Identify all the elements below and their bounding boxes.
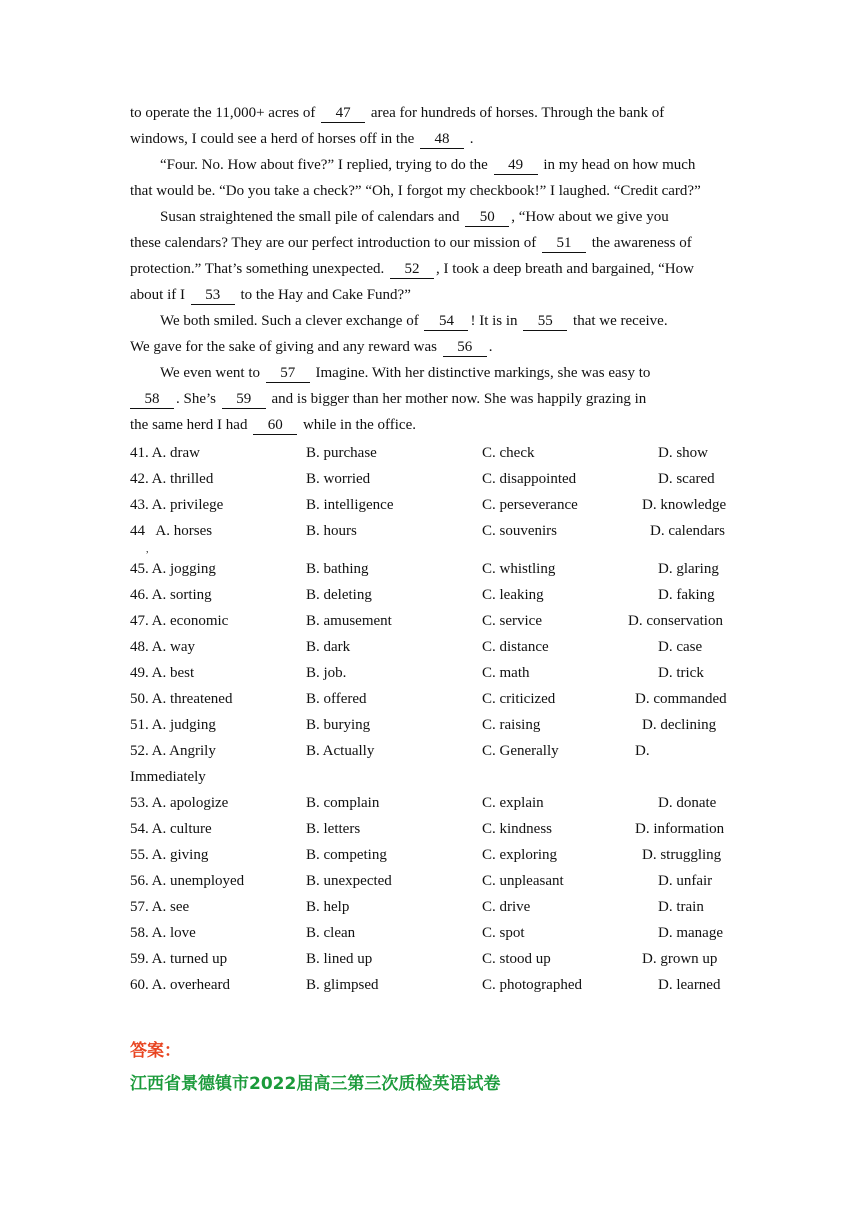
passage-line bbox=[130, 230, 692, 256]
option-d: D. conservation bbox=[628, 613, 723, 629]
option-row bbox=[130, 972, 740, 998]
passage-line bbox=[130, 412, 416, 438]
option-row bbox=[130, 518, 740, 544]
option-a: 44 A. horses bbox=[130, 523, 213, 539]
option-row bbox=[130, 842, 740, 868]
passage-line bbox=[130, 100, 664, 126]
option-row bbox=[130, 894, 740, 920]
text: to the Hay and Cake Fund?” bbox=[236, 287, 411, 303]
text: the same herd I had bbox=[130, 417, 252, 433]
blank-49: 49 bbox=[494, 157, 538, 175]
option-c: C. exploring bbox=[482, 847, 557, 863]
option-b: B. amusement bbox=[306, 613, 392, 629]
blank-51: 51 bbox=[542, 235, 586, 253]
option-d: D. glaring bbox=[658, 561, 719, 577]
passage-line bbox=[130, 334, 493, 360]
option-c: C. criticized bbox=[482, 691, 556, 707]
option-row bbox=[130, 790, 740, 816]
option-d: D. information bbox=[635, 821, 725, 837]
option-b: B. help bbox=[306, 899, 350, 915]
text: in my head on how much bbox=[539, 157, 696, 173]
text: . She’s bbox=[176, 391, 220, 407]
option-c: C. perseverance bbox=[482, 497, 578, 513]
text: We gave for the sake of giving and any reward was bbox=[130, 339, 441, 355]
option-a: 41. A. draw bbox=[130, 445, 200, 461]
option-a: 52. A. Angrily bbox=[130, 743, 216, 759]
option-d: D. learned bbox=[658, 977, 721, 993]
text: while in the office. bbox=[299, 417, 416, 433]
option-c: C. check bbox=[482, 445, 535, 461]
option-d: D. grown up bbox=[642, 951, 718, 967]
option-d: D. train bbox=[658, 899, 704, 915]
option-b: B. competing bbox=[306, 847, 387, 863]
option-d: D. scared bbox=[658, 471, 715, 487]
option-c: C. kindness bbox=[482, 821, 553, 837]
option-d: D. trick bbox=[658, 665, 704, 681]
option-d: D. manage bbox=[658, 925, 723, 941]
option-a: 51. A. judging bbox=[130, 717, 216, 733]
option-row bbox=[130, 440, 740, 466]
blank-48: 48 bbox=[420, 131, 464, 149]
text: , I took a deep breath and bargained, “How bbox=[436, 261, 694, 277]
blank-58: 58 bbox=[130, 391, 174, 409]
option-d: D. knowledge bbox=[642, 497, 727, 513]
option-row bbox=[130, 764, 740, 790]
passage-line bbox=[130, 386, 646, 412]
option-row bbox=[130, 868, 740, 894]
blank-54: 54 bbox=[424, 313, 468, 331]
option-b: B. burying bbox=[306, 717, 371, 733]
option-c: C. leaking bbox=[482, 587, 544, 603]
text: the awareness of bbox=[588, 235, 692, 251]
option-row bbox=[130, 634, 740, 660]
option-row bbox=[130, 466, 740, 492]
option-a: 56. A. unemployed bbox=[130, 873, 245, 889]
option-a: 46. A. sorting bbox=[130, 587, 212, 603]
text: “Four. No. How about five?” I replied, trying to do the bbox=[160, 157, 492, 173]
option-b: B. clean bbox=[306, 925, 356, 941]
option-d: D. faking bbox=[658, 587, 715, 603]
option-d: D. show bbox=[658, 445, 709, 461]
option-a: 47. A. economic bbox=[130, 613, 229, 629]
option-b: B. dark bbox=[306, 639, 351, 655]
text: Susan straightened the small pile of calendars and bbox=[160, 209, 464, 225]
option-a: 57. A. see bbox=[130, 899, 190, 915]
option-a: 50. A. threatened bbox=[130, 691, 233, 707]
option-row bbox=[130, 686, 740, 712]
option-d: D. commanded bbox=[635, 691, 727, 707]
blank-52: 52 bbox=[390, 261, 434, 279]
option-d: D. unfair bbox=[658, 873, 713, 889]
option-a: Immediately bbox=[130, 769, 206, 785]
text: We both smiled. Such a clever exchange of bbox=[160, 313, 423, 329]
option-c: C. photographed bbox=[482, 977, 582, 993]
option-c: C. whistling bbox=[482, 561, 556, 577]
blank-60: 60 bbox=[253, 417, 297, 435]
passage-line bbox=[160, 360, 650, 386]
text: area for hundreds of horses. Through the bank of bbox=[367, 105, 665, 121]
option-c: C. Generally bbox=[482, 743, 559, 759]
text: We even went to bbox=[160, 365, 264, 381]
exam-title: 江西省景德镇市2022届高三第三次质检英语试卷 bbox=[130, 1074, 501, 1094]
text: about if I bbox=[130, 287, 189, 303]
stray-mark: , bbox=[146, 544, 149, 555]
option-b: B. job. bbox=[306, 665, 347, 681]
passage-line bbox=[130, 126, 474, 152]
option-a: 42. A. thrilled bbox=[130, 471, 214, 487]
option-row bbox=[130, 608, 740, 634]
option-a: 53. A. apologize bbox=[130, 795, 229, 811]
option-c: C. souvenirs bbox=[482, 523, 557, 539]
text: protection.” That’s something unexpected. bbox=[130, 261, 388, 277]
text: these calendars? They are our perfect introduction to our mission of bbox=[130, 235, 541, 251]
option-a: 49. A. best bbox=[130, 665, 195, 681]
option-d: D. calendars bbox=[650, 523, 725, 539]
blank-59: 59 bbox=[222, 391, 266, 409]
option-a: 55. A. giving bbox=[130, 847, 209, 863]
option-c: C. raising bbox=[482, 717, 541, 733]
option-row bbox=[130, 492, 740, 518]
option-c: C. service bbox=[482, 613, 542, 629]
option-c: C. drive bbox=[482, 899, 531, 915]
passage-line bbox=[130, 178, 701, 204]
option-row bbox=[130, 946, 740, 972]
option-c: C. distance bbox=[482, 639, 549, 655]
option-d: D. case bbox=[658, 639, 703, 655]
passage-line bbox=[160, 204, 669, 230]
option-row bbox=[130, 816, 740, 842]
option-a: 43. A. privilege bbox=[130, 497, 224, 513]
option-c: C. disappointed bbox=[482, 471, 577, 487]
option-row bbox=[130, 920, 740, 946]
blank-56: 56 bbox=[443, 339, 487, 357]
option-c: C. explain bbox=[482, 795, 544, 811]
option-d: D. donate bbox=[658, 795, 717, 811]
option-a: 54. A. culture bbox=[130, 821, 212, 837]
blank-50: 50 bbox=[465, 209, 509, 227]
blank-47: 47 bbox=[321, 105, 365, 123]
text: ! It is in bbox=[470, 313, 522, 329]
blank-55: 55 bbox=[523, 313, 567, 331]
option-row bbox=[130, 556, 740, 582]
option-b: B. glimpsed bbox=[306, 977, 379, 993]
text: . bbox=[466, 131, 474, 147]
passage-line bbox=[160, 308, 668, 334]
option-b: B. purchase bbox=[306, 445, 377, 461]
text: and is bigger than her mother now. She was happily grazing in bbox=[267, 391, 647, 407]
option-a: 48. A. way bbox=[130, 639, 195, 655]
text: Imagine. With her distinctive markings, she was easy to bbox=[311, 365, 651, 381]
option-a: 58. A. love bbox=[130, 925, 196, 941]
option-d: D. declining bbox=[642, 717, 717, 733]
option-a: 59. A. turned up bbox=[130, 951, 228, 967]
option-b: B. unexpected bbox=[306, 873, 392, 889]
text: that would be. “Do you take a check?” “Oh, I forgot my checkbook!” I laughed. “Credit card?” bbox=[130, 183, 701, 199]
answer-label: 答案： bbox=[130, 1041, 181, 1061]
option-b: B. bathing bbox=[306, 561, 369, 577]
option-d: D. bbox=[635, 743, 650, 759]
option-c: C. math bbox=[482, 665, 530, 681]
text: , “How about we give you bbox=[511, 209, 669, 225]
passage-line bbox=[160, 152, 695, 178]
option-a: 45. A. jogging bbox=[130, 561, 216, 577]
blank-57: 57 bbox=[266, 365, 310, 383]
option-b: B. offered bbox=[306, 691, 367, 707]
option-row bbox=[130, 738, 740, 764]
text: . bbox=[488, 339, 493, 355]
text: to operate the 11,000+ acres of bbox=[130, 105, 320, 121]
option-b: B. complain bbox=[306, 795, 380, 811]
option-b: B. intelligence bbox=[306, 497, 394, 513]
option-a: 60. A. overheard bbox=[130, 977, 230, 993]
option-row bbox=[130, 660, 740, 686]
blank-53: 53 bbox=[191, 287, 235, 305]
option-b: B. deleting bbox=[306, 587, 372, 603]
option-b: B. letters bbox=[306, 821, 361, 837]
passage-line bbox=[130, 256, 694, 282]
passage-line bbox=[130, 282, 411, 308]
option-c: C. spot bbox=[482, 925, 525, 941]
option-b: B. worried bbox=[306, 471, 371, 487]
option-c: C. unpleasant bbox=[482, 873, 564, 889]
text: windows, I could see a herd of horses off in the bbox=[130, 131, 418, 147]
option-c: C. stood up bbox=[482, 951, 551, 967]
option-b: B. Actually bbox=[306, 743, 375, 759]
option-b: B. lined up bbox=[306, 951, 373, 967]
text: that we receive. bbox=[569, 313, 668, 329]
option-row bbox=[130, 582, 740, 608]
option-d: D. struggling bbox=[642, 847, 722, 863]
option-row bbox=[130, 712, 740, 738]
option-b: B. hours bbox=[306, 523, 357, 539]
